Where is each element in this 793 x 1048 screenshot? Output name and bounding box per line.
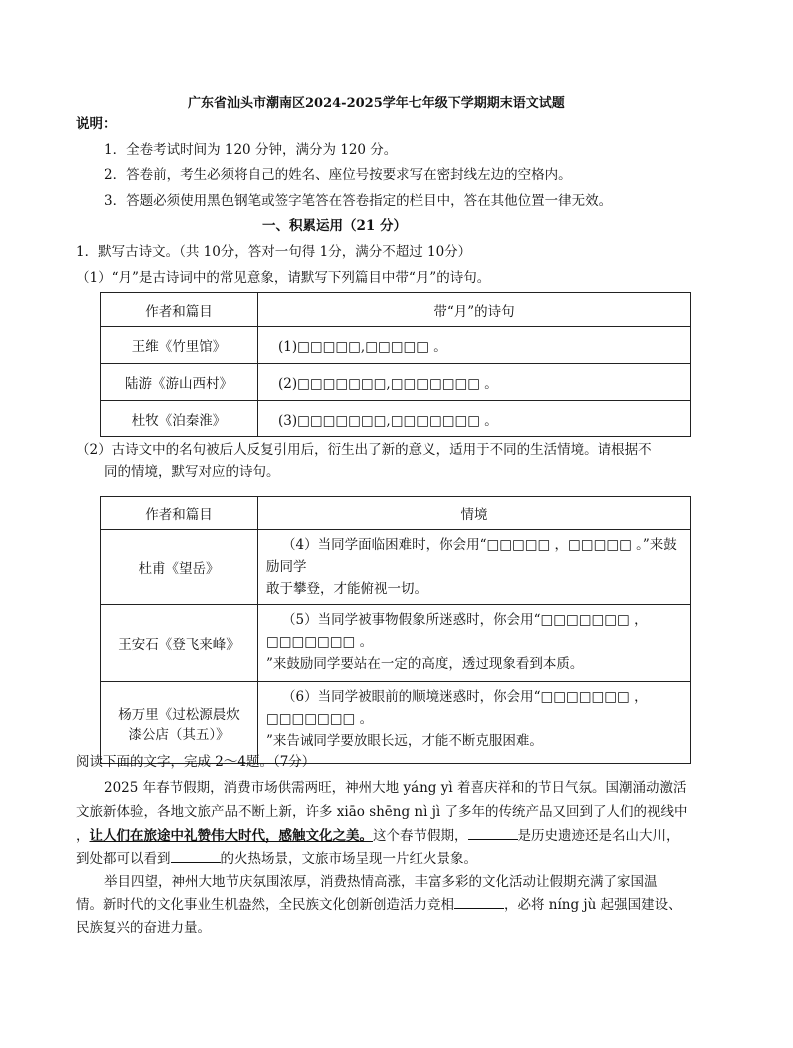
table-cell-work: 杜牧《泊秦淮》 — [101, 401, 258, 437]
context-line: ”来告诫同学要放眼长远，才能不断克服困难。 — [266, 733, 543, 749]
table-header-cell: 作者和篇目 — [101, 293, 258, 327]
passage-line: 文旅新体验，各地文旅产品不断上新，许多 xiāo shēng nì jì 了多年的传统产品又回到了人们的视线中 — [76, 804, 688, 820]
question-1-sub2: （2）古诗文中的名句被后人反复引用后，衍生出了新的意义，适用于不同的生活情境。请根据不 — [76, 442, 652, 458]
reading-intro: 阅读下面的文字，完成 2～4题。（7分） — [76, 754, 316, 770]
context-line — [266, 686, 682, 730]
context-line: ”来鼓励同学要站在一定的高度，透过现象看到本质。 — [266, 656, 584, 672]
passage-text: 情。新时代的文化事业生机盎然，全民族文化创新创造活力竞相 — [76, 897, 454, 913]
passage-line — [76, 847, 477, 871]
table-cell-work — [101, 530, 258, 605]
table-cell-work: 王维《竹里馆》 — [101, 327, 258, 364]
table-header-cell: 情境 — [258, 497, 691, 530]
question-1: 1．默写古诗文。（共 10分，答对一句得 1分，满分不超过 10分） — [76, 244, 472, 260]
context-line — [266, 534, 682, 578]
passage-line — [76, 824, 680, 848]
table-cell-work: 陆游《游山西村》 — [101, 364, 258, 401]
table-cell-answer: (3)□□□□□□□,□□□□□□□ 。 — [258, 401, 691, 437]
table-header-cell: 作者和篇目 — [101, 497, 258, 530]
context-text: （4）当同学面临困难时，你会用“□□□□□ ，□□□□□ 。”来鼓励同学 — [266, 537, 677, 575]
fill-blank — [171, 848, 221, 863]
question-1-sub2-cont: 同的情境，默写对应的诗句。 — [104, 464, 280, 480]
passage-line: 民族复兴的奋进力量。 — [76, 920, 211, 936]
context-text: （6）当同学被眼前的顺境迷惑时，你会用“□□□□□□□ ，□□□□□□□ 。 — [266, 689, 648, 727]
work-line: 漆公店（其五）》 — [128, 726, 230, 743]
page-title: 广东省汕头市潮南区2024-2025学年七年级下学期期末语文试题 — [188, 96, 565, 111]
passage-text: 这个春节假期， — [373, 828, 468, 844]
instruction-item: 2．答卷前，考生必须将自己的姓名、座位号按要求写在密封线左边的空格内。 — [104, 167, 572, 183]
table-cell-answer: (2)□□□□□□□,□□□□□□□ 。 — [258, 364, 691, 401]
context-line: 敢于攀登，才能俯视一切。 — [266, 581, 428, 597]
context-text: （5）当同学被事物假象所迷惑时，你会用“□□□□□□□ ，□□□□□□□ 。 — [266, 612, 648, 650]
section-heading: 一、积累运用（21 分） — [262, 218, 407, 234]
passage-line — [76, 893, 682, 917]
fill-blank — [454, 894, 504, 909]
passage-text: 的火热场景，文旅市场呈现一片红火景象。 — [220, 851, 477, 867]
work-line: 王安石《登飞来峰》 — [118, 637, 240, 653]
table-cell-context — [258, 682, 691, 764]
table-cell-answer: (1)□□□□□,□□□□□ 。 — [258, 327, 691, 364]
passage-text: 是历史遗迹还是名山大川， — [517, 828, 680, 844]
work-line: 杨万里《过松源晨炊 — [118, 706, 240, 723]
work-line: 杜甫《望岳》 — [138, 561, 220, 577]
passage-line: 举目四望，神州大地节庆氛围浓厚，消费热情高涨，丰富多彩的文化活动让假期充满了家国温 — [104, 874, 658, 890]
table-cell-context — [258, 605, 691, 682]
underlined-sentence: 让人们在旅途中礼赞伟大时代，感触文化之美。 — [89, 828, 373, 844]
table-header-cell: 带“月”的诗句 — [258, 293, 691, 327]
fill-blank — [468, 825, 518, 840]
passage-text: ，必将 níng jù 起强国建设、 — [504, 897, 682, 913]
moon-poems-table — [100, 292, 691, 437]
passage-line: 2025 年春节假期，消费市场供需两旺，神州大地 yáng yì 着喜庆祥和的节日气氛。国潮涌动激活 — [104, 780, 687, 796]
passage-text: 到处都可以看到 — [76, 851, 171, 867]
question-1-sub1: （1）“月”是古诗词中的常见意象，请默写下列篇目中带“月”的诗句。 — [76, 270, 491, 286]
table-cell-work — [101, 605, 258, 682]
instruction-item: 3．答题必须使用黑色钢笔或签字笔答在答卷指定的栏目中，答在其他位置一律无效。 — [104, 193, 613, 209]
instructions-heading: 说明： — [76, 116, 117, 132]
context-line — [266, 609, 682, 653]
instruction-item: 1．全卷考试时间为 120 分钟，满分为 120 分。 — [104, 142, 398, 158]
context-table — [100, 496, 691, 764]
passage-text: ， — [76, 828, 90, 844]
table-cell-context — [258, 530, 691, 605]
